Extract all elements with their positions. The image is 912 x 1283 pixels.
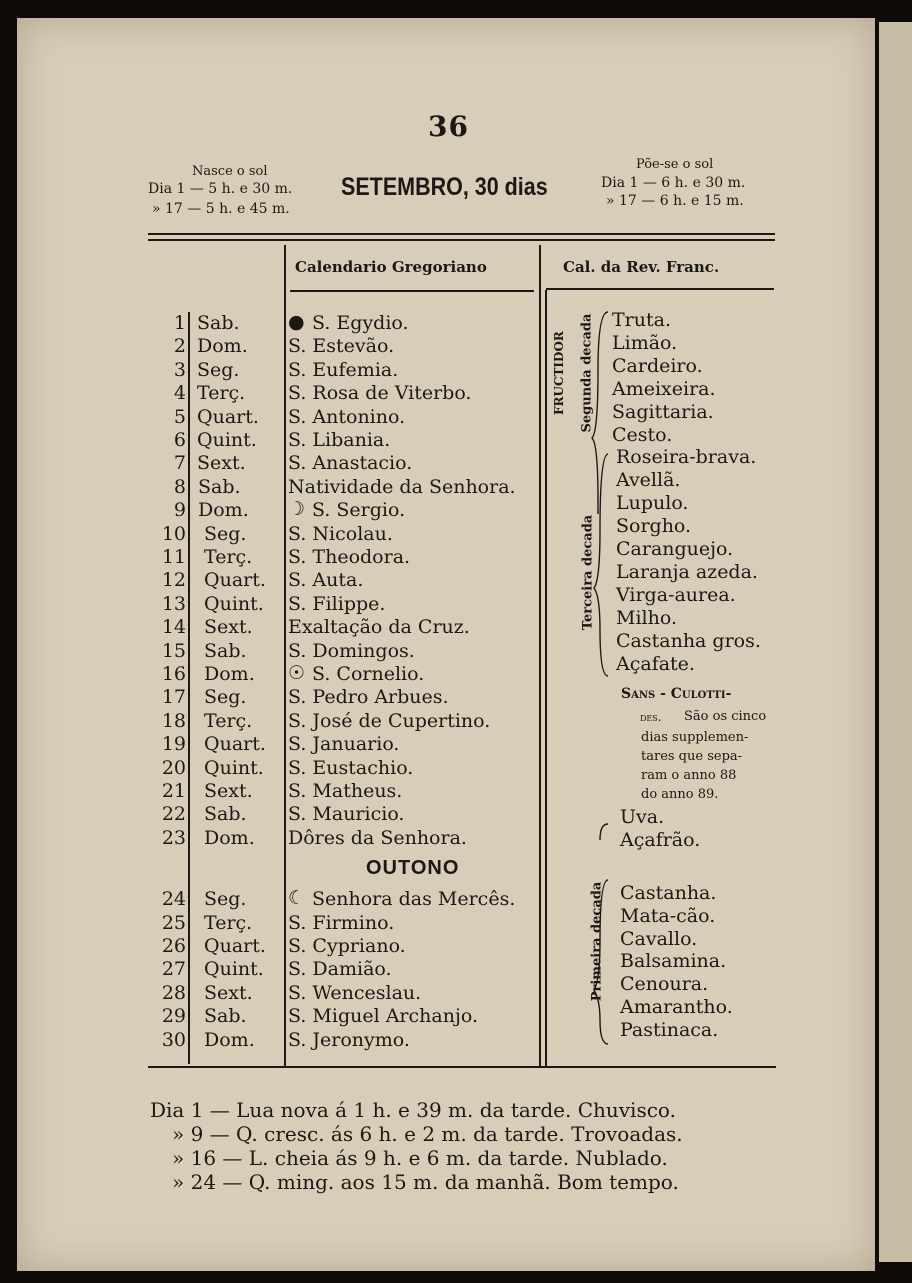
primeira-decada-label: Primeira decada (589, 881, 605, 1002)
saint-name: S. Domingos. (288, 639, 415, 662)
day-number: 22 (161, 803, 186, 826)
plant-name: Truta. (612, 309, 671, 331)
day-number: 29 (161, 1005, 186, 1028)
page-number: 36 (428, 110, 469, 143)
plant-name: Castanha. (620, 882, 717, 904)
weekday: Sab. (204, 803, 247, 826)
weekday: Sab. (198, 475, 241, 498)
plant-name: Açafrão. (620, 829, 701, 851)
plant-name: Uva. (620, 806, 665, 828)
weekday: Dom. (198, 499, 249, 522)
weekday: Quint. (197, 429, 257, 451)
weekday: Sext. (204, 616, 253, 639)
weekday: Quart. (204, 935, 266, 957)
saint-name: S. Mauricio. (288, 803, 405, 826)
plant-name: Caranguejo. (616, 538, 734, 560)
plant-name: Cenoura. (620, 973, 709, 996)
weekday: Terç. (204, 911, 253, 934)
saint-name: S. Miguel Archanjo. (288, 1005, 478, 1028)
saint-name: Senhora das Mercês. (312, 888, 516, 911)
plant-name: Ameixeira. (612, 377, 716, 400)
saint-name: S. Egydio. (312, 312, 409, 334)
weekday: Seg. (204, 522, 247, 545)
saint-name: Dôres da Senhora. (288, 826, 467, 849)
day-number: 15 (161, 639, 186, 662)
saint-name: S. Cornelio. (312, 663, 425, 685)
day-number: 26 (161, 935, 186, 957)
fructidor-label: FRUCTIDOR (552, 331, 566, 415)
plant-name: Virga-aurea. (616, 583, 736, 606)
gregorian-right-border (539, 245, 541, 1067)
saint-name: S. Pedro Arbues. (288, 686, 449, 709)
saint-name: S. Wenceslau. (288, 981, 422, 1004)
sans-culottides-text-2: dias supplemen- (641, 730, 749, 745)
weekday: Quint. (204, 592, 264, 615)
sans-culottides-text-5: do anno 89. (641, 787, 719, 802)
weekday: Seg. (204, 888, 247, 911)
weekday: Sext. (204, 780, 253, 802)
plant-name: Mata-cão. (620, 904, 716, 927)
plant-name: Cesto. (612, 423, 673, 446)
moon-phase-line-1: Dia 1 — Lua nova á 1 h. e 39 m. da tarde. Chuvisco. (150, 1098, 676, 1122)
plant-name: Castanha gros. (616, 629, 761, 652)
saint-name: Natividade da Senhora. (288, 475, 516, 498)
day-number: 20 (161, 756, 186, 779)
weekday: Terç. (204, 546, 253, 568)
saint-name: S. Libania. (288, 429, 391, 451)
gregorian-left-border (284, 245, 286, 1067)
day-number: 24 (161, 888, 186, 911)
season-label: OUTONO (366, 857, 460, 879)
day-number: 3 (173, 358, 186, 381)
saint-name: S. Nicolau. (288, 522, 393, 545)
day-number: 8 (173, 475, 186, 498)
weekday: Dom. (204, 663, 255, 685)
weekday: Sab. (204, 1005, 247, 1028)
saint-name: Exaltação da Cruz. (288, 616, 470, 639)
gregorian-column-header: Calendario Gregoriano (295, 258, 487, 276)
day-number: 19 (161, 733, 186, 756)
day-number: 1 (173, 312, 186, 334)
next-page-edge (879, 22, 912, 1262)
day-number: 9 (173, 499, 186, 522)
sans-culottides-title-2: des. (640, 710, 662, 724)
weekday: Dom. (204, 1028, 255, 1051)
gregorian-header-rule (290, 290, 534, 292)
plant-name: Milho. (616, 606, 677, 629)
saint-name: S. Januario. (288, 733, 400, 756)
number-day-divider (188, 312, 190, 1064)
plant-name: Pastinaca. (620, 1018, 719, 1041)
sunrise-line-2: » 17 — 5 h. e 45 m. (152, 201, 290, 217)
saint-name: S. Eufemia. (288, 358, 399, 381)
plant-name: Açafate. (616, 652, 695, 675)
day-number: 17 (161, 686, 186, 709)
plant-name: Cavallo. (620, 927, 698, 950)
moon-phase-icon: ☽ (288, 498, 306, 521)
saint-name: S. Sergio. (312, 499, 406, 522)
day-number: 18 (161, 709, 186, 732)
day-number: 28 (161, 981, 186, 1004)
plant-name: Laranja azeda. (616, 560, 758, 583)
weekday: Sext. (204, 981, 253, 1004)
segunda-decada-label: Segunda decada (579, 313, 595, 433)
saint-name: S. Firmino. (288, 911, 395, 934)
day-number: 21 (161, 780, 186, 802)
sunset-line-2: » 17 — 6 h. e 15 m. (606, 193, 744, 209)
saint-name: S. Rosa de Viterbo. (288, 382, 472, 405)
saint-name: S. Theodora. (288, 546, 411, 568)
sunset-label: Põe-se o sol (636, 157, 714, 172)
saint-name: S. Filippe. (288, 592, 386, 615)
weekday: Seg. (204, 686, 247, 709)
plant-name: Sorgho. (616, 515, 692, 538)
weekday: Seg. (197, 358, 240, 381)
day-number: 23 (161, 826, 186, 849)
sunset-line-1: Dia 1 — 6 h. e 30 m. (601, 175, 746, 191)
saint-name: S. José de Cupertino. (288, 709, 491, 732)
day-number: 16 (161, 663, 186, 685)
day-number: 4 (173, 382, 186, 405)
weekday: Quart. (197, 405, 259, 428)
french-inner-divider (545, 290, 547, 1066)
header-rule-top (148, 233, 775, 235)
moon-phase-icon: ☉ (288, 662, 306, 684)
day-number: 6 (173, 429, 186, 451)
weekday: Dom. (204, 826, 255, 849)
month-title: SETEMBRO, 30 dias (341, 173, 548, 201)
day-number: 10 (161, 522, 186, 545)
day-number: 14 (161, 616, 186, 639)
saint-name: S. Damião. (288, 958, 392, 981)
day-number: 30 (161, 1028, 186, 1051)
saint-name: S. Matheus. (288, 780, 403, 802)
saint-name: S. Cypriano. (288, 935, 406, 957)
plant-name: Sagittaria. (612, 400, 714, 423)
plant-name: Lupulo. (616, 492, 689, 515)
weekday: Terç. (204, 709, 253, 732)
french-header-rule (546, 288, 774, 290)
saint-name: S. Eustachio. (288, 756, 414, 779)
weekday: Sab. (197, 312, 240, 334)
sans-culottides-title: Sans - Culotti- (621, 686, 732, 702)
sans-culottides-text-3: tares que sepa- (641, 749, 743, 764)
saint-name: S. Estevão. (288, 335, 395, 358)
moon-phase-line-2: » 9 — Q. cresc. ás 6 h. e 2 m. da tarde. Trovoadas. (172, 1122, 683, 1146)
french-column-header: Cal. da Rev. Franc. (563, 258, 720, 276)
plant-name: Limão. (612, 331, 678, 354)
sans-culottides-text-1: São os cinco (684, 709, 767, 724)
header-rule-bottom (148, 239, 775, 241)
day-number: 2 (173, 335, 186, 358)
day-number: 13 (161, 592, 186, 615)
plant-name: Roseira-brava. (616, 446, 757, 469)
saint-name: S. Antonino. (288, 405, 406, 428)
saint-name: S. Jeronymo. (288, 1028, 410, 1051)
weekday: Sab. (204, 639, 247, 662)
plant-name: Avellã. (616, 469, 681, 492)
day-number: 12 (161, 569, 186, 592)
weekday: Quart. (204, 733, 266, 756)
day-number: 11 (161, 546, 186, 568)
sunrise-label: Nasce o sol (192, 164, 268, 179)
moon-phase-line-3: » 16 — L. cheia ás 9 h. e 6 m. da tarde. Nublado. (172, 1146, 668, 1170)
weekday: Quint. (204, 958, 264, 981)
saint-name: S. Anastacio. (288, 452, 413, 475)
plant-name: Balsamina. (620, 950, 727, 973)
day-number: 7 (173, 452, 186, 475)
moon-phase-line-4: » 24 — Q. ming. aos 15 m. da manhã. Bom tempo. (172, 1170, 679, 1194)
sunrise-line-1: Dia 1 — 5 h. e 30 m. (148, 181, 293, 197)
moon-phase-icon: ● (288, 311, 305, 333)
plant-name: Amarantho. (620, 996, 733, 1018)
moon-phase-icon: ☾ (288, 887, 306, 910)
sans-culottides-text-4: ram o anno 88 (641, 768, 737, 783)
weekday: Quint. (204, 756, 264, 779)
day-number: 25 (161, 911, 186, 934)
plant-name: Cardeiro. (612, 354, 703, 377)
weekday: Quart. (204, 569, 266, 592)
weekday: Terç. (197, 382, 246, 405)
day-number: 27 (161, 958, 186, 981)
saint-name: S. Auta. (288, 569, 364, 592)
table-bottom-rule (148, 1066, 776, 1068)
decade-braces (590, 300, 614, 1050)
weekday: Sext. (197, 452, 246, 475)
day-number: 5 (173, 405, 186, 428)
weekday: Dom. (197, 335, 248, 358)
terceira-decada-label: Terceira decada (580, 514, 596, 631)
